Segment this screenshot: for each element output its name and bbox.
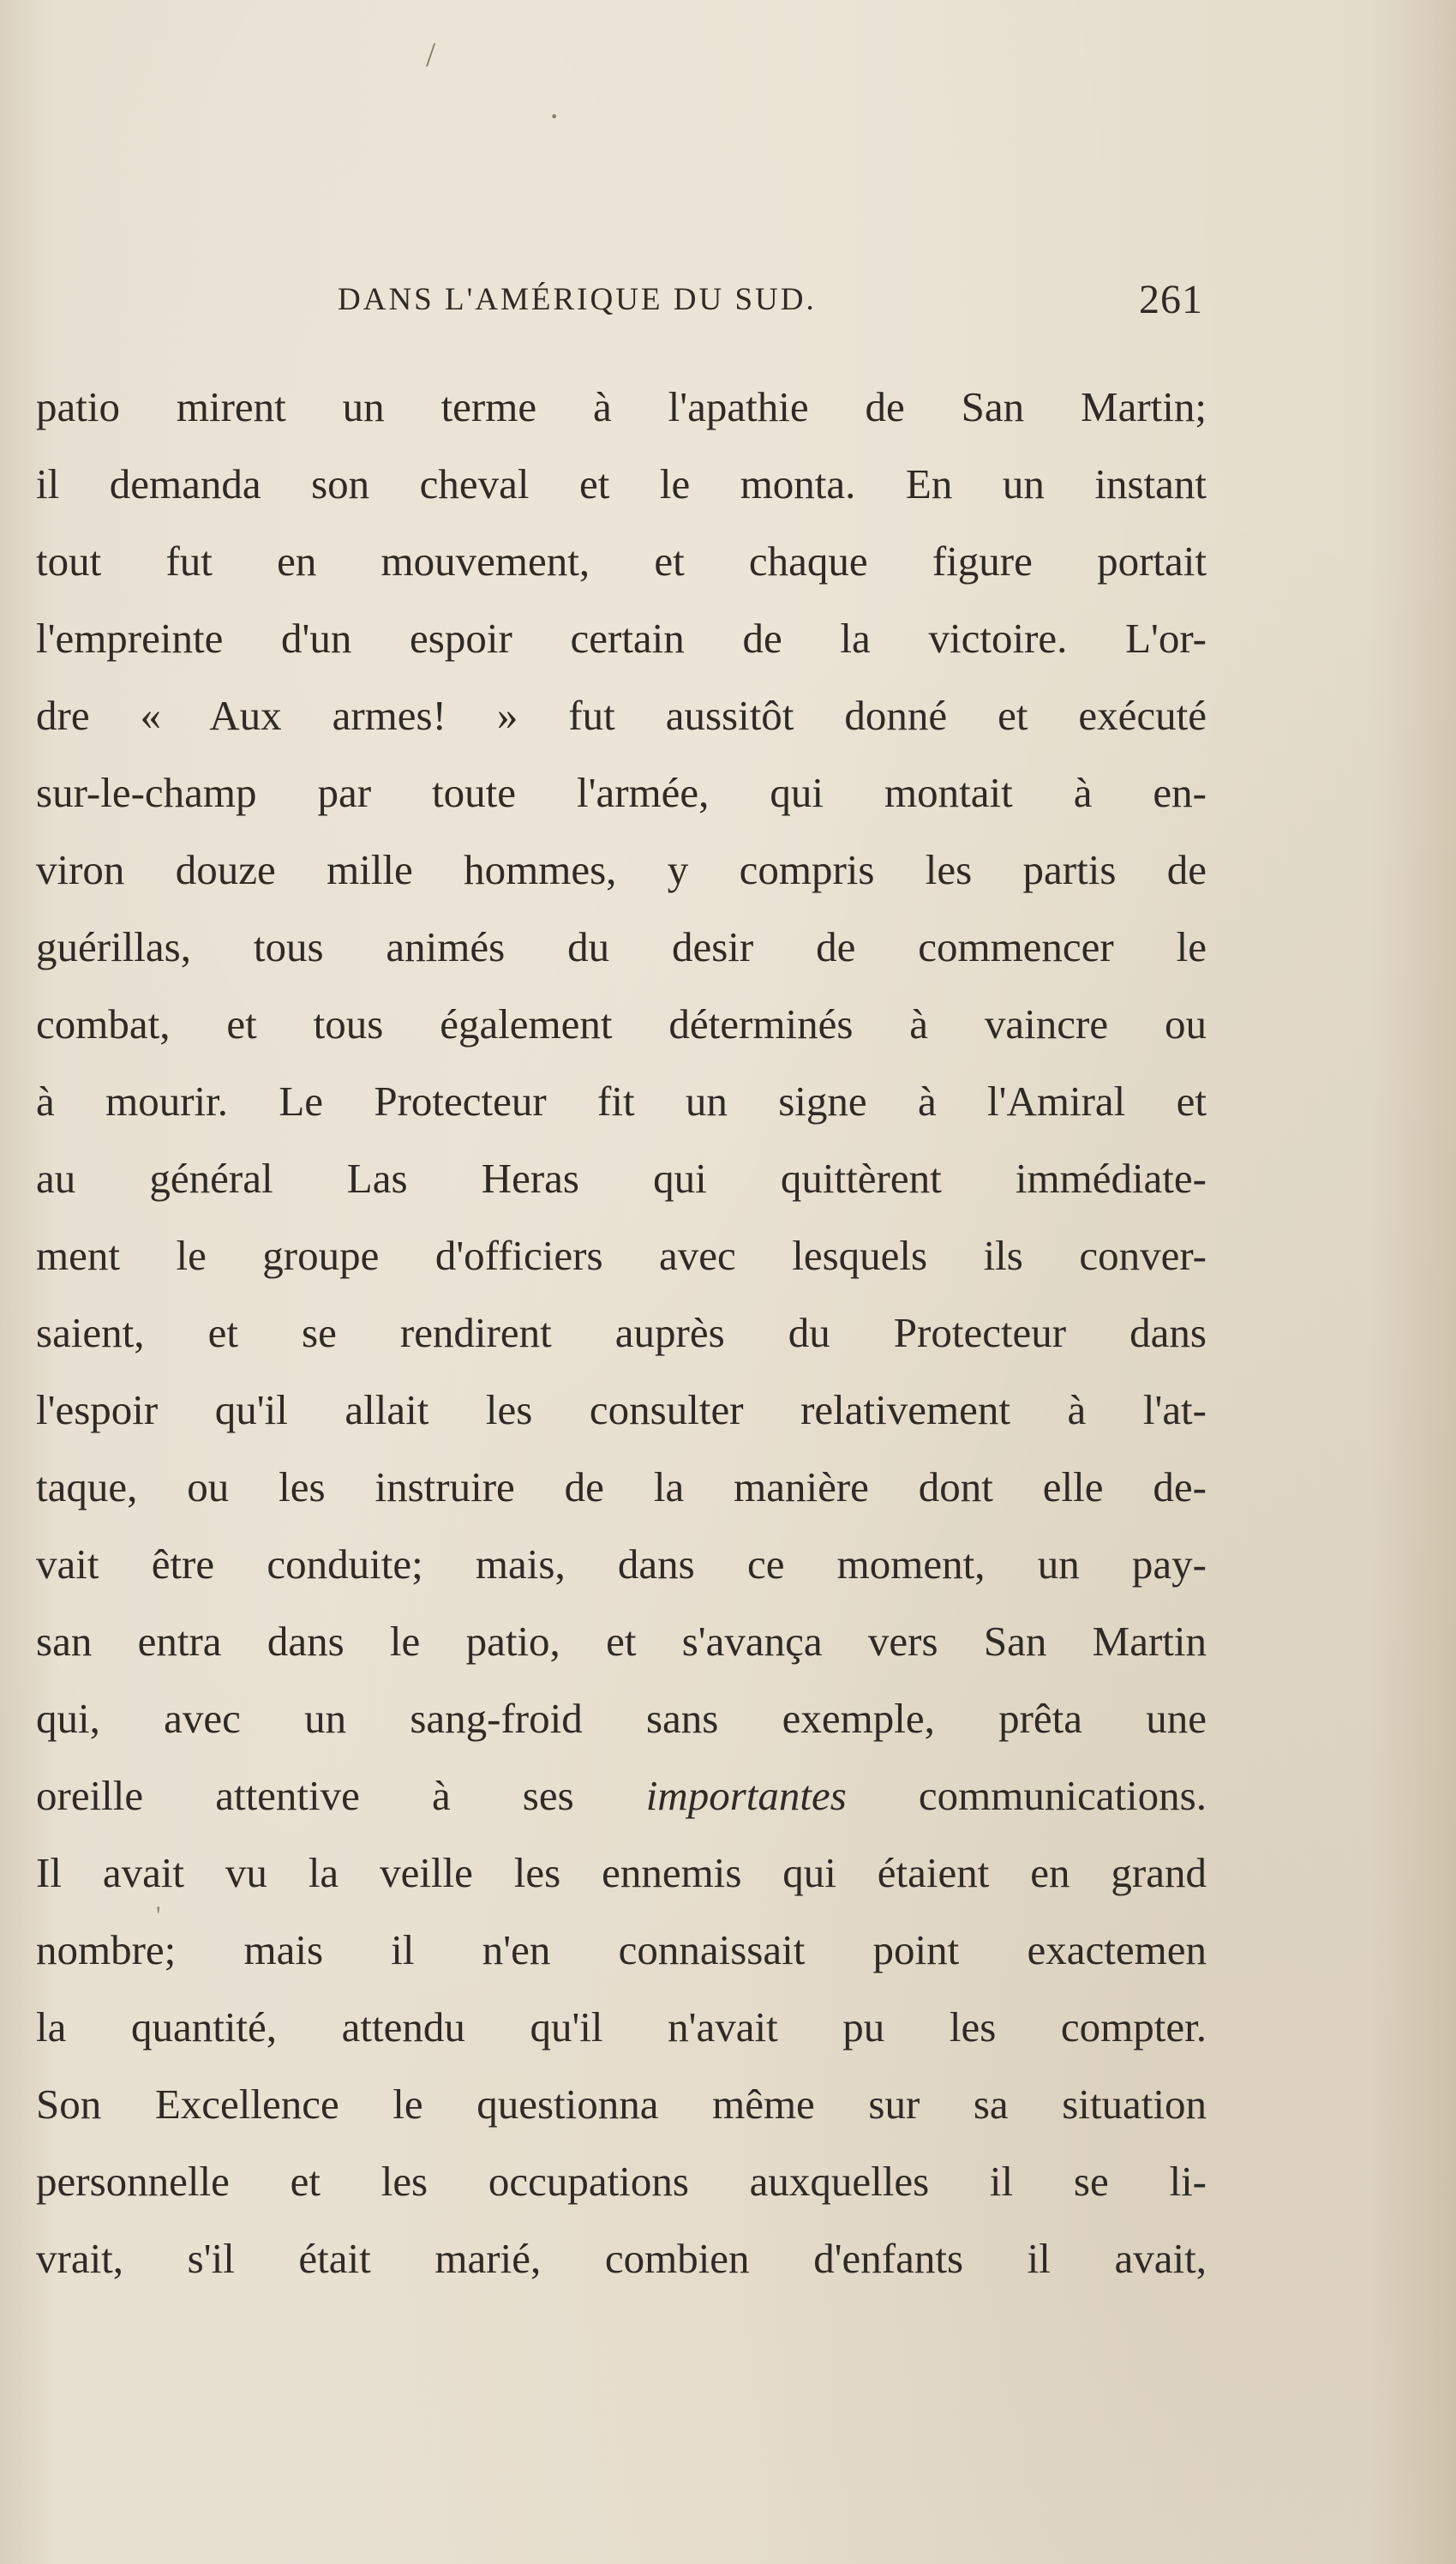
page-speck: · [548, 97, 560, 135]
text-line: Son Excellence le questionna même sur sa situation [36, 2081, 1207, 2128]
text-line: qui, avec un sang-froid sans exemple, prêta une [36, 1695, 1207, 1742]
text-line: l'espoir qu'il allait les consulter relativement à l'at- [36, 1386, 1207, 1433]
text-line: vait être conduite; mais, dans ce moment, un pay- [36, 1540, 1207, 1588]
text-line: la quantité, attendu qu'il n'avait pu les compter. [36, 2003, 1207, 2051]
text-line: l'empreinte d'un espoir certain de la victoire. L'or- [36, 615, 1207, 662]
page-header [338, 277, 1203, 333]
text-line: oreille attentive à ses importantes communications. [36, 1772, 1207, 1819]
text-line: au général Las Heras qui quittèrent immédiate- [36, 1155, 1207, 1202]
text-line: dre « Aux armes! » fut aussitôt donné et exécuté [36, 692, 1207, 739]
text-line: patio mirent un terme à l'apathie de San Martin; [36, 383, 1207, 430]
text-line: tout fut en mouvement, et chaque figure portait [36, 537, 1207, 585]
text-line: à mourir. Le Protecteur fit un signe à l'Amiral et [36, 1078, 1207, 1125]
text-line: vrait, s'il était marié, combien d'enfants il avait, [36, 2235, 1207, 2282]
text-line: san entra dans le patio, et s'avança vers San Martin [36, 1618, 1207, 1665]
body-text [36, 369, 1207, 2297]
text-line: combat, et tous également déterminés à vaincre ou [36, 1000, 1207, 1048]
italic-word: importantes [645, 1772, 847, 1819]
text-line: taque, ou les instruire de la manière dont elle de- [36, 1463, 1207, 1510]
text-line: sur-le-champ par toute l'armée, qui montait à en- [36, 769, 1207, 816]
page-number: 261 [1139, 277, 1203, 322]
text-line: guérillas, tous animés du desir de commencer le [36, 923, 1207, 970]
text-line: personnelle et les occupations auxquelles il se li- [36, 2158, 1207, 2205]
text-line: nombre; mais il n'en connaissait point exactemen [36, 1926, 1207, 1973]
running-head: DANS L'AMÉRIQUE DU SUD. [338, 282, 817, 317]
page-speck: ' [156, 1901, 161, 1930]
text-line: viron douze mille hommes, y compris les partis de [36, 846, 1207, 893]
text-line: ment le groupe d'officiers avec lesquels ils conver- [36, 1232, 1207, 1279]
page-speck: / [426, 35, 436, 74]
text-line: saient, et se rendirent auprès du Protecteur dans [36, 1309, 1207, 1356]
text-line: Il avait vu la veille les ennemis qui étaient en grand [36, 1849, 1207, 1896]
text-line: il demanda son cheval et le monta. En un instant [36, 460, 1207, 507]
